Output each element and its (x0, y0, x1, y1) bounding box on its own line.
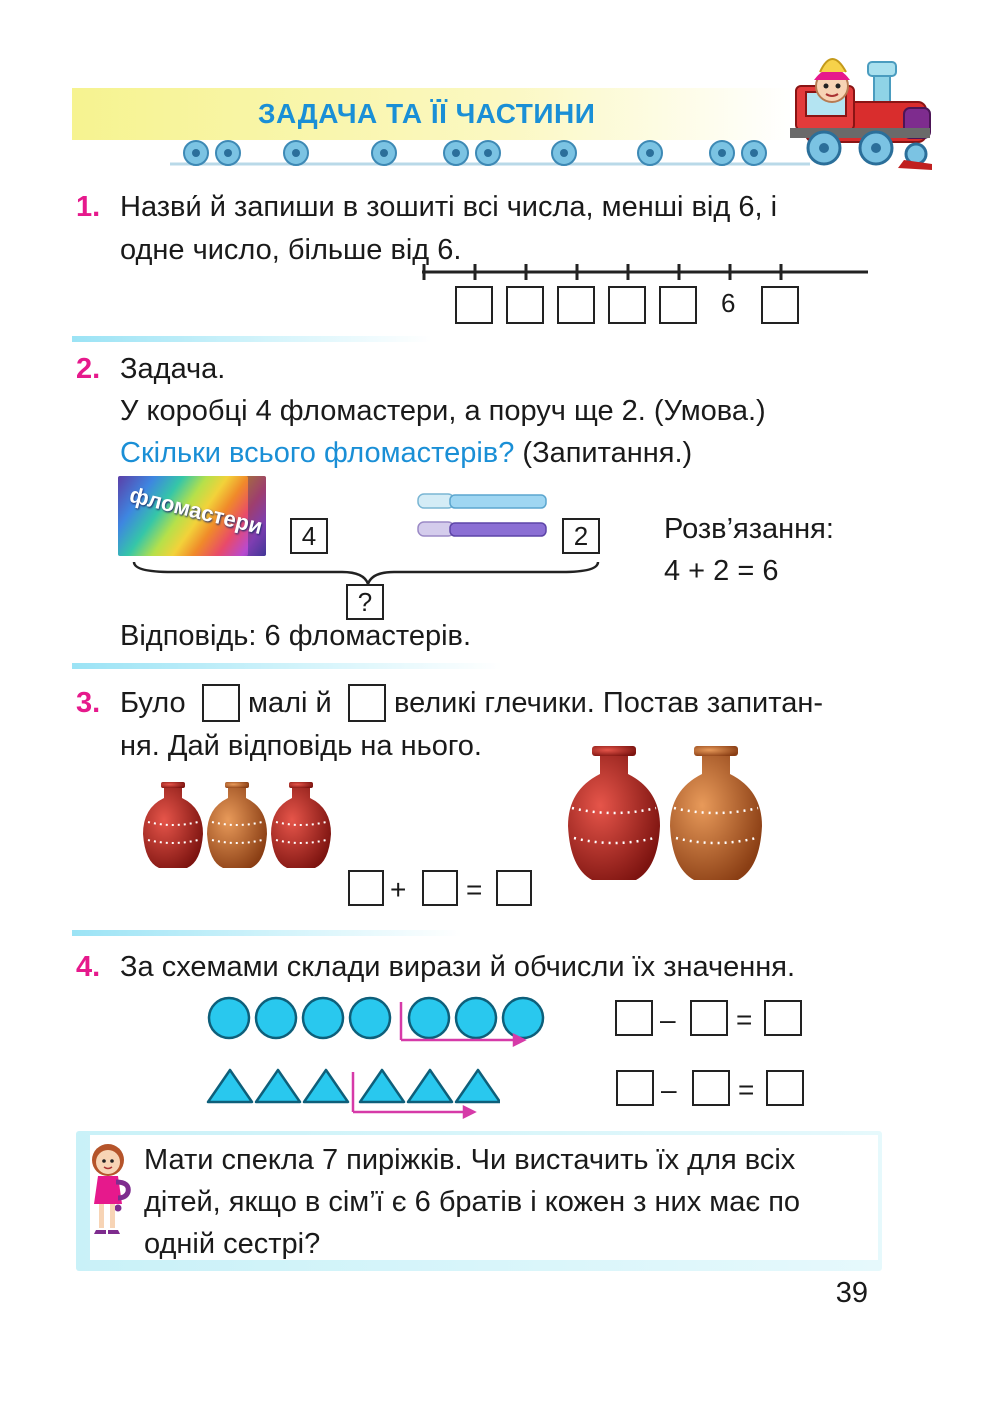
task3-text-part3: великі глечики. Постав запитан- (394, 687, 823, 719)
circle-shape (303, 998, 343, 1038)
answer-box[interactable] (761, 286, 799, 324)
answer-box[interactable] (202, 684, 240, 722)
page-number: 39 (835, 1277, 868, 1309)
answer-box[interactable] (422, 870, 458, 906)
circle-shape (503, 998, 543, 1038)
count-label-box: 2 (562, 518, 600, 554)
circle-shape (409, 998, 449, 1038)
circle-shape (456, 998, 496, 1038)
task2-question-label: (Запитання.) (514, 437, 693, 469)
solution-label: Розв’язання: (664, 513, 834, 545)
task4-text: За схемами склади вирази й обчисли їх значення. (120, 951, 796, 983)
locomotive-illustration (786, 42, 936, 172)
section-divider (72, 930, 462, 936)
riddle-line3: одній сестрі? (144, 1228, 321, 1260)
task-number: 1. (76, 191, 101, 223)
answer-box[interactable] (496, 870, 532, 906)
task2-condition: У коробці 4 фломастери, а поруч ще 2. (Умова.) (120, 395, 766, 427)
triangles-scheme (204, 1064, 500, 1120)
answer-box[interactable] (348, 684, 386, 722)
total-unknown-box: ? (346, 584, 384, 620)
triangle-shape (360, 1070, 404, 1102)
task-number: 4. (76, 951, 101, 983)
task3-text-part1: Було (120, 687, 186, 719)
large-jugs-image (564, 742, 764, 884)
train-wheels-decoration (170, 138, 820, 172)
answer-box[interactable] (766, 1070, 804, 1106)
number-line-label-6: 6 (721, 288, 736, 318)
circle-shape (209, 998, 249, 1038)
answer-box[interactable] (692, 1070, 730, 1106)
answer-box[interactable] (455, 286, 493, 324)
task2-title: Задача. (120, 353, 226, 385)
equals-sign: = (736, 1004, 753, 1035)
equals-sign: = (466, 874, 483, 905)
task3-text-line2: ня. Дай відповідь на нього. (120, 730, 482, 762)
brace-bracket (132, 558, 602, 586)
riddle-line1: Мати спекла 7 пиріжків. Чи вистачить їх для всіх (144, 1144, 796, 1176)
task1-text-line2: одне число, більше від 6. (120, 234, 462, 266)
plus-sign: + (390, 874, 407, 905)
triangle-shape (408, 1070, 452, 1102)
triangle-shape (456, 1070, 500, 1102)
equals-sign: = (738, 1074, 755, 1105)
section-divider (72, 336, 432, 342)
task2-question-text: Скільки всього фломастерів? (120, 437, 515, 469)
answer-box[interactable] (690, 1000, 728, 1036)
task2-question (120, 432, 692, 475)
answer-box[interactable] (764, 1000, 802, 1036)
task2-answer: Відповідь: 6 фломастерів. (120, 620, 472, 652)
page-title: ЗАДАЧА ТА ЇЇ ЧАСТИНИ (258, 98, 596, 129)
answer-box[interactable] (616, 1070, 654, 1106)
answer-box[interactable] (348, 870, 384, 906)
circle-shape (350, 998, 390, 1038)
circle-shape (256, 998, 296, 1038)
triangle-shape (208, 1070, 252, 1102)
answer-box[interactable] (615, 1000, 653, 1036)
triangle-shape (256, 1070, 300, 1102)
count-label-box: 4 (290, 518, 328, 554)
answer-box[interactable] (659, 286, 697, 324)
circles-scheme (206, 992, 552, 1050)
section-divider (72, 663, 502, 669)
minus-sign: – (661, 1074, 677, 1105)
solution-expression: 4 + 2 = 6 (664, 555, 779, 587)
answer-box[interactable] (608, 286, 646, 324)
girl-question-mark-icon (86, 1138, 136, 1238)
marker-box-image (118, 476, 266, 556)
minus-sign: – (660, 1004, 676, 1035)
task-number: 2. (76, 353, 101, 385)
small-jugs-image (140, 778, 336, 872)
riddle-line2: дітей, якщо в сім’ї є 6 братів і кожен з них має по (144, 1186, 801, 1218)
marker-box-label: фломастери (127, 481, 266, 540)
answer-box[interactable] (506, 286, 544, 324)
two-markers-image (414, 488, 550, 550)
task-number: 3. (76, 687, 101, 719)
task3-text-part2: малі й (248, 687, 332, 719)
task1-text-line1: Назви́ й запиши в зошиті всі числа, менші від 6, і (120, 191, 778, 223)
triangle-shape (304, 1070, 348, 1102)
number-line (418, 260, 870, 284)
answer-box[interactable] (557, 286, 595, 324)
